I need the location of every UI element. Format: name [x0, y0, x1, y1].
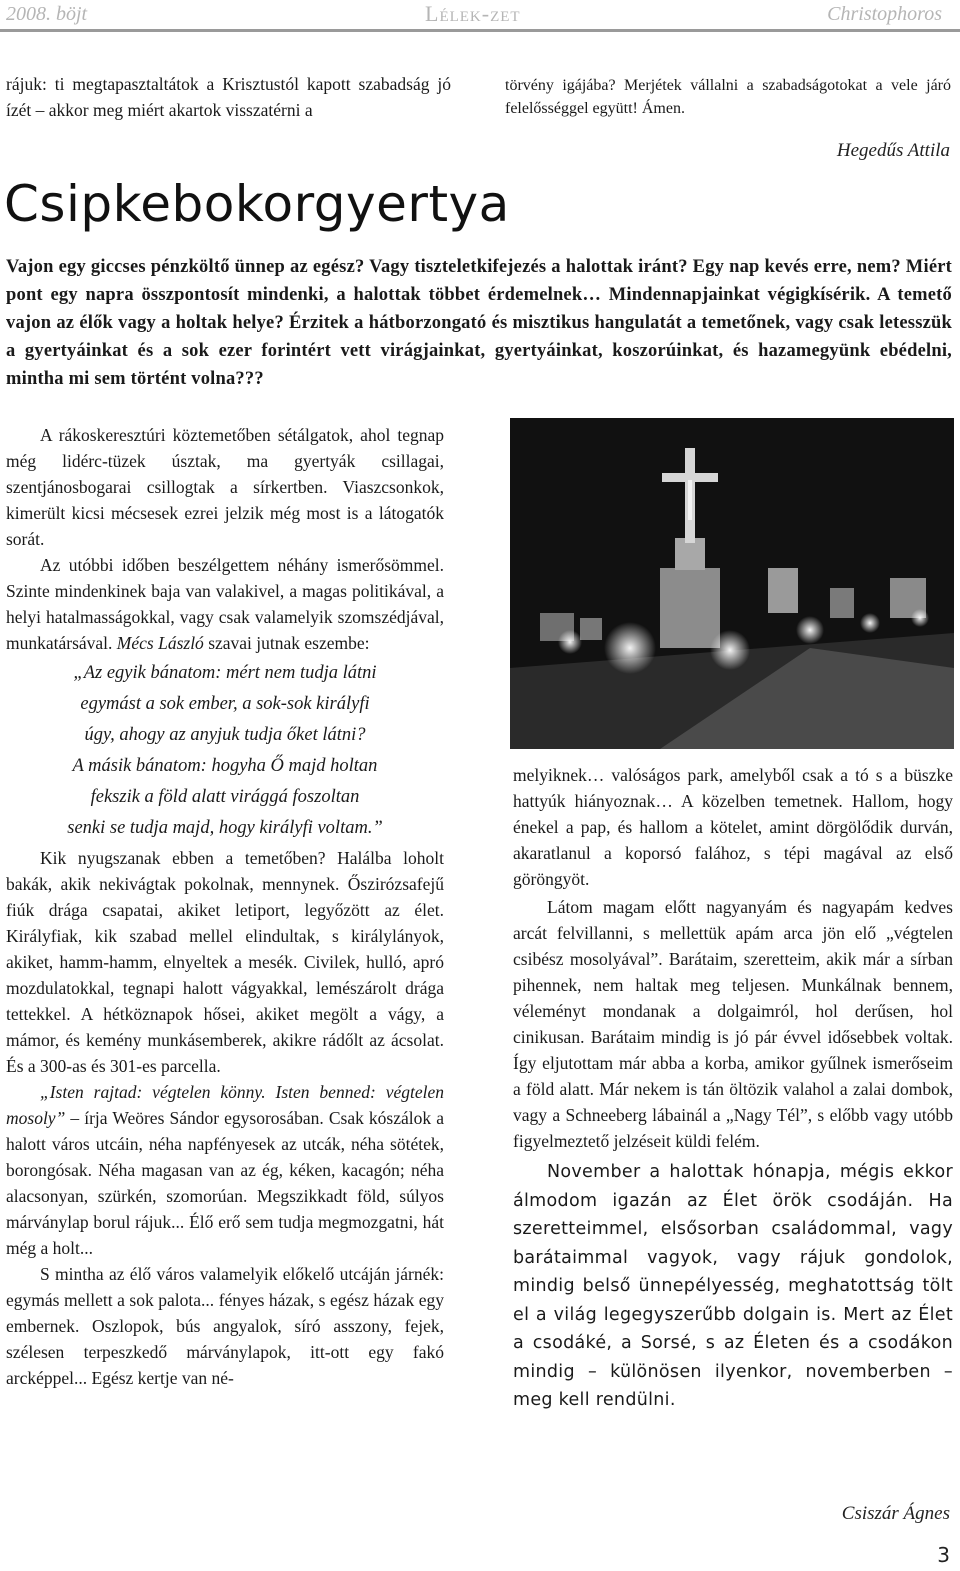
- article-lead: Vajon egy giccses pénzköltő ünnep az egész? Vagy tiszteletkifejezés a halottak iránt? Egy nap kevés erre, nem? Miért pont egy napra összpontosít mindenki, a halottak többet érdemelnek… Mindennapjainkat végigkísérik. A temető vajon az élők vagy a holtak helye? Érzitek a hátborzongató és misztikus hangulatát a temetőnek, vagy csak letesszük a gyertyáinkat és a sok ezer forintért vett virágjainkat, gyertyáinkat, koszorúinkat, és hazamegyünk ebédelni, mintha mi sem történt volna???: [6, 257, 952, 389]
- closing-paragraph: November a halottak hónapja, mégis ekkor álmodom igazán az Élet örök csodáján. Ha szeretteimmel, elsősorban családommal, vagy barátaimmal vagyok, vagy rájuk gondolok, mindig belső ünnepélyesség, meghatottság tölt el a világ legegyszerűbb dolgain is. Mert az Élet a csodáké, a Sorsé, s az Életen és a csodákon mindig – különösen ilyenkor, novemberben – meg kell rendülni.: [513, 1162, 953, 1410]
- poem-line: senki se tudja majd, hogy királyfi voltam.”: [67, 818, 383, 838]
- cemetery-photo: [510, 418, 954, 749]
- paragraph-text: – írja Weöres Sándor egysorosában. Csak kószálok a halott város utcáin, néha napfényesek az utcák, néha sötétek, borongósak. Néha magasan van az ég, kéken, kacagón; néha alacsonyan, szürkén, szomorúan. Megszikkadt föld, súlyos márványlap borul rájuk... Élő erő sem tudja megmozgatni, hát még a holt...: [6, 1108, 444, 1258]
- cemetery-night-image: [510, 418, 954, 749]
- paragraph-text: Az utóbbi időben beszélgettem néhány ismerősömmel. Szinte mindenkinek baja van valakivel, a magas politikával, a helyi hatalmasságokkal, vagy csak valamelyik szomszédjával, munkatársával.: [6, 555, 444, 653]
- top-left-text: [6, 71, 451, 123]
- page-number: 3: [937, 1543, 950, 1567]
- poem: [6, 659, 444, 842]
- body-paragraph: [6, 1079, 444, 1261]
- poem-line: A másik bánatom: hogyha Ő majd holtan: [72, 756, 378, 776]
- poet-name: Mécs László: [116, 633, 204, 653]
- body-paragraph: A rákoskeresztúri köztemetőben sétálgatok, ahol tegnap még lidérc-tüzek úsztak, ma gyertyák csillagai, szentjánosbogarai csillogtak a sírkertben. Viaszcsonkok, kimerült kicsi mécsesek ezrei jelzik még most is a látogatók sorát.: [6, 425, 444, 549]
- author-signature-2: Csiszár Ágnes: [841, 1503, 950, 1524]
- header-section: Christophoros: [827, 3, 942, 25]
- poem-line: „Az egyik bánatom: mért nem tudja látni: [73, 663, 377, 683]
- body-paragraph: S mintha az élő város valamelyik előkelő utcáján járnék: egymás mellett a sok palota... fényes házak, s egész házak egy embernek. Oszlopok, bús angyalok, síró asszony, fejek, szélesen terpeszkedő márványlapok, itt-ott egy fakó arcképpel... Egész kertje van né-: [6, 1264, 444, 1388]
- weores-quote: „Isten rajtad: végtelen könny. Isten benned: végtelen mosoly”: [6, 1082, 444, 1128]
- paragraph-text: szavai jutnak eszembe:: [203, 633, 370, 653]
- header-issue: 2008. böjt: [6, 3, 88, 25]
- right-column: [513, 762, 953, 1415]
- continued-paragraph-right: törvény igájába? Merjétek vállalni a szabadságotokat a vele járó felelősséggel együtt! Ámen.: [505, 77, 951, 117]
- poem-line: fekszik a föld alatt virággá foszoltan: [90, 787, 360, 807]
- author-signature-1: Hegedűs Attila: [836, 140, 950, 161]
- header-magazine: Lélek-zet: [425, 1, 521, 26]
- poem-line: egymást a sok ember, a sok-sok királyfi: [80, 694, 370, 714]
- body-paragraph: [6, 552, 444, 656]
- article-title: Csipkebokorgyertya: [4, 175, 510, 233]
- body-paragraph: Kik nyugszanak ebben a temetőben? Halálba loholt bakák, akik nekivágtak pokolnak, mennynek. Őszirózsafejű fiúk drága csapatai, akiket letiport, legyőzött az élet. Királyfiak, kik szabad mellel elindultak, s királylányok, akiket, hamm-hamm, elnyeltek a mesék. Civilek, hulló, apró mozdulatokkal, tegnapi halott vágyakkal, lemészárolt drága tettekkel. A hétköznapok hősei, akiket megölt a vágy, a mámor, és kemény munkásemberek, akikre rádőlt az ácsolat. És a 300-as és 301-es parcella.: [6, 848, 444, 1076]
- header-rule: [0, 29, 960, 32]
- page-header: [0, 0, 960, 30]
- top-right-text: [505, 74, 951, 120]
- poem-line: úgy, ahogy az anyjuk tudja őket látni?: [84, 725, 366, 745]
- left-column: [6, 422, 444, 1391]
- body-paragraph: melyiknek… valóságos park, amelyből csak a tó s a büszke hattyúk hiányoznak… A közelben temetnek. Hallom, hogy énekel a pap, és hallom a kötelet, amint dörgölődik durván, akaratlanul a koporsó falához, s tépi magával az első göröngyöt.: [513, 765, 953, 889]
- body-paragraph: Látom magam előtt nagyanyám és nagyapám kedves arcát felvillanni, s mellettük apám arca jön elő „végtelen csibész mosolyával”. Barátaim, szeretteim, akik már a sírban pihennek, nem haltak meg teljesen. Munkálnak bennem, véleményt mondanak a dolgaimról, hol derűsen, hol cinikusan. Barátaim mindig is jó pár évvel idősebbek voltak. Így eljutottam már abba a korba, amikor gyűlnek ismerőseim a föld alatt. Már nekem is tán öltözik valahol a zalai dombok, vagy a Schneeberg lábainál a „Nagy Tél”, s előbb vagy utóbb figyelmeztető jelzéseit küldi felém.: [513, 897, 953, 1151]
- continued-paragraph-left: rájuk: ti megtapasztaltátok a Krisztustól kapott szabadság jó ízét – akkor meg miért akartok visszatérni a: [6, 74, 451, 120]
